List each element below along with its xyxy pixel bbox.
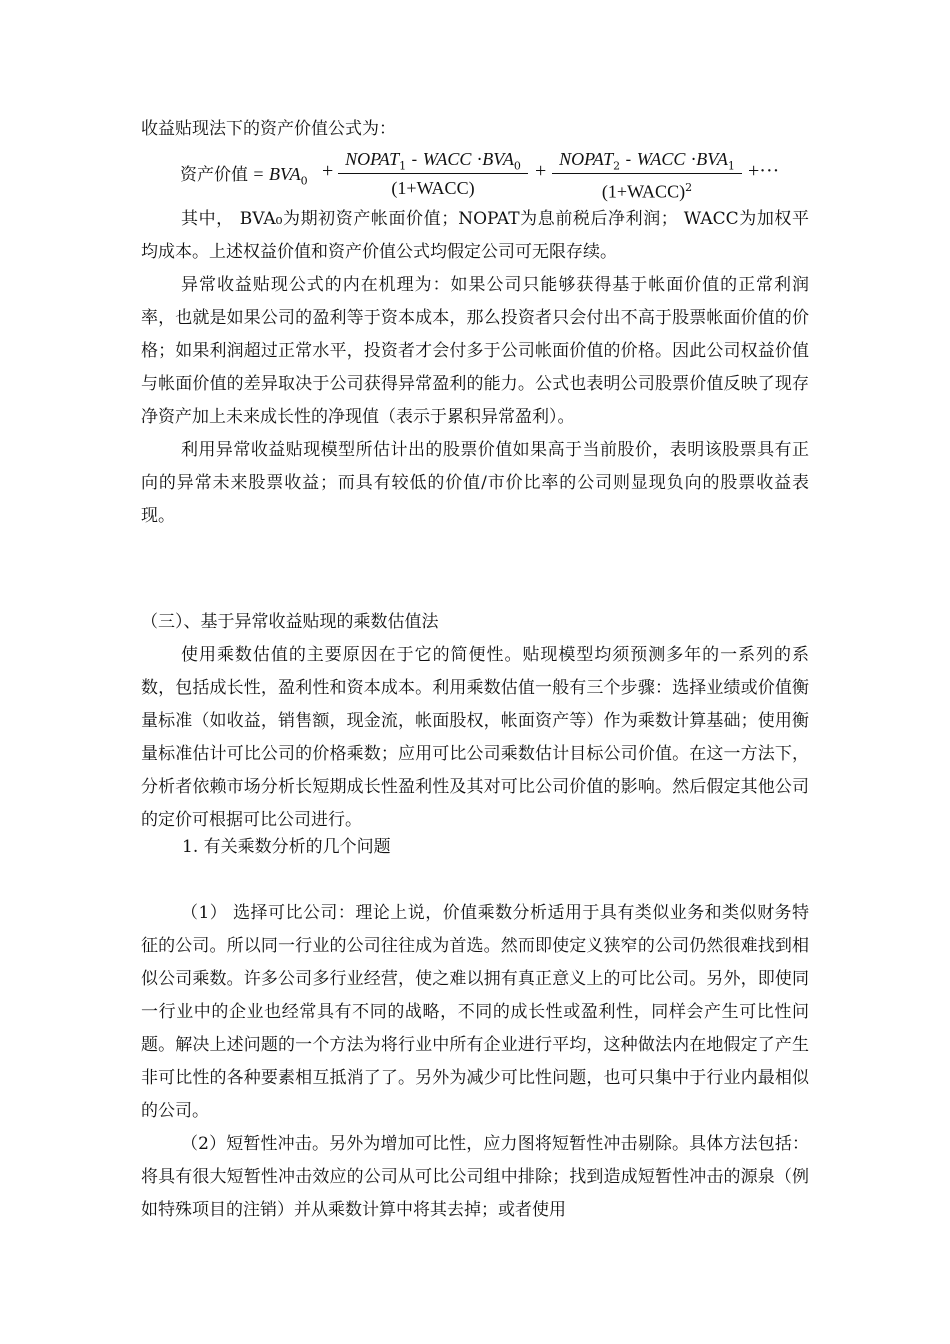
section-heading: （三）、基于异常收益贴现的乘数估值法	[141, 612, 439, 632]
f1-wacc: WACC	[422, 149, 472, 169]
f1-minus: -	[406, 150, 423, 170]
paragraph-definitions: 其中， BVA₀为期初资产帐面价值；NOPAT为息前税后净利润； WACC为加权平均成本。上述权益价值和资产价值公式均假定公司可无限存续。	[141, 209, 809, 262]
items-block	[141, 897, 809, 1227]
formula-bva0: BVA	[268, 164, 301, 184]
f2-bva-sub: 1	[727, 159, 735, 173]
formula-equals: =	[253, 164, 264, 184]
f2-den-text: (1+WACC)	[601, 181, 686, 202]
fraction-1-bar	[338, 173, 528, 174]
fraction-2-bar	[552, 173, 742, 174]
f2-bva: BVA	[696, 149, 728, 169]
f2-wacc: WACC	[636, 149, 686, 169]
formula-plus-2: +	[535, 160, 547, 182]
formula-tail: +···	[748, 160, 780, 182]
paragraph-model-implication: 利用异常收益贴现模型所估计出的股票价值如果高于当前股价，表明该股票具有正向的异常未来股票收益；而具有较低的价值/市价比率的公司则显现负向的股票收益表现。	[141, 440, 809, 526]
f1-dot: ·	[471, 150, 483, 170]
formula-bva0-sub: 0	[300, 174, 308, 188]
intro-line: 收益贴现法下的资产价值公式为：	[141, 119, 396, 139]
subheading: 1. 有关乘数分析的几个问题	[182, 837, 391, 857]
fraction-2-numerator	[552, 146, 742, 172]
formula-fraction-1	[338, 146, 528, 201]
fraction-2-denominator	[552, 175, 742, 201]
f1-den-text: (1+WACC)	[391, 178, 475, 198]
item-comparable-companies: （1） 选择可比公司：理论上说，价值乘数分析适用于具有类似业务和类似财务特征的公司。所以同一行业的公司往往成为首选。然而即使定义狭窄的公司仍然很难找到相似公司乘数。许多公司多行业经营，使之难以拥有真正意义上的可比公司。另外，即使同一行业中的企业也经常具有不同的战略，不同的成长性或盈利性，同样会产生可比性问题。解决上述问题的一个方法为将行业中所有企业进行平均，这种做法内在地假定了产生非可比性的各种要素相互抵消了了。另外为减少可比性问题，也可只集中于行业内最相似的公司。	[141, 903, 809, 1121]
section-body	[141, 639, 809, 837]
fraction-1-denominator	[338, 175, 528, 201]
f2-den-sup: 2	[685, 181, 693, 194]
f2-nopat-sub: 2	[613, 159, 621, 173]
f1-bva-sub: 0	[513, 159, 521, 173]
formula-lead	[180, 160, 308, 187]
f2-nopat: NOPAT	[559, 149, 614, 169]
f2-dot: ·	[685, 150, 697, 170]
formula-plus-1: +	[322, 160, 334, 182]
intro-line-block	[141, 113, 809, 146]
paragraph-mechanism: 异常收益贴现公式的内在机理为：如果公司只能够获得基于帐面价值的正常利润率，也就是如果公司的盈利等于资本成本，那么投资者只会付出不高于股票帐面价值的价格；如果利润超过正常水平，投资者才会付多于公司帐面价值的价格。因此公司权益价值与帐面价值的差异取决于公司获得异常盈利的能力。公式也表明公司股票价值反映了现存净资产加上未来成长性的净现值（表示于累积异常盈利）。	[141, 275, 809, 427]
f1-bva: BVA	[482, 149, 514, 169]
top-paragraphs	[141, 203, 809, 533]
section-paragraph: 使用乘数估值的主要原因在于它的简便性。贴现模型均须预测多年的一系列的系数，包括成长性，盈利性和资本成本。利用乘数估值一般有三个步骤：选择业绩或价值衡量标准（如收益，销售额，现金流，帐面股权，帐面资产等）作为乘数计算基础；使用衡量标准估计可比公司的价格乘数；应用可比公司乘数估计目标公司价值。在这一方法下，分析者依赖市场分析长短期成长性盈利性及其对可比公司价值的影响。然后假定其他公司的定价可根据可比公司进行。	[141, 645, 809, 830]
fraction-1-numerator	[338, 146, 528, 172]
f2-minus: -	[620, 150, 637, 170]
item-transitory-shocks: （2）短暂性冲击。另外为增加可比性，应力图将短暂性冲击剔除。具体方法包括：将具有很大短暂性冲击效应的公司从可比公司组中排除；找到造成短暂性冲击的源泉（例如特殊项目的注销）并从乘数计算中将其去掉；或者使用	[141, 1134, 809, 1220]
formula-fraction-2	[552, 146, 742, 201]
f1-nopat: NOPAT	[345, 149, 400, 169]
asset-value-formula	[180, 146, 800, 208]
formula-lead-text: 资产价值	[180, 165, 248, 185]
f1-nopat-sub: 1	[399, 159, 407, 173]
